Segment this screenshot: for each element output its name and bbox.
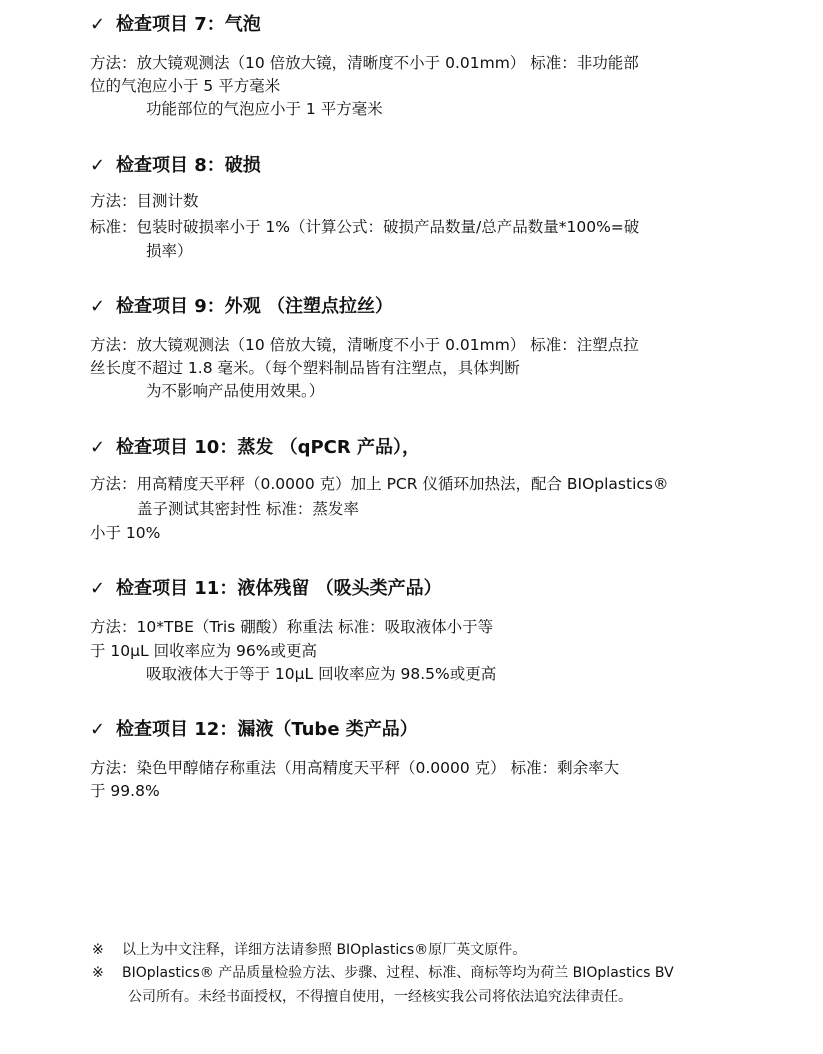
section-8-title: 检查项目 8：破损 <box>116 155 261 176</box>
checkmark-icon: ✓ <box>90 578 106 599</box>
footnote-2-text-line-2: 公司所有。未经书面授权，不得擅自使用，一经核实我公司将依法追究法律责任。 <box>128 989 632 1005</box>
section-8-heading <box>90 154 261 178</box>
section-10-line-1: 方法：用高精度天平秤（0.0000 克）加上 PCR 仪循环加热法，配合 BIOplastics® <box>90 475 669 493</box>
section-7-line-3: 功能部位的气泡应小于 1 平方毫米 <box>146 100 383 118</box>
footnote-1-text: 以上为中文注释，详细方法请参照 BIOplastics®原厂英文原件。 <box>122 942 527 958</box>
section-10-title: 检查项目 10：蒸发 （qPCR 产品）， <box>116 437 420 458</box>
section-9-heading <box>90 295 393 319</box>
footnote-2-text-line-1: BIOplastics® 产品质量检验方法、步骤、过程、标准、商标等均为荷兰 BIOplastics BV <box>122 965 674 981</box>
section-9-line-3: 为不影响产品使用效果。） <box>146 382 325 400</box>
section-9-title: 检查项目 9：外观 （注塑点拉丝） <box>116 296 394 317</box>
section-12-line-1: 方法：染色甲醇储存称重法（用高精度天平秤（0.0000 克） 标准：剩余率大 <box>90 759 620 777</box>
checkmark-icon: ✓ <box>90 296 106 317</box>
section-8-line-1: 方法：目测计数 <box>90 192 199 210</box>
section-11-title: 检查项目 11：液体残留 （吸头类产品） <box>116 578 442 599</box>
checkmark-icon: ✓ <box>90 719 106 740</box>
footnote-1-mark: ※ <box>92 942 104 958</box>
section-11-line-3: 吸取液体大于等于 10µL 回收率应为 98.5%或更高 <box>146 665 497 683</box>
checkmark-icon: ✓ <box>90 14 106 35</box>
section-12-title: 检查项目 12：漏液（Tube 类产品） <box>116 719 418 740</box>
section-7-line-1: 方法：放大镜观测法（10 倍放大镜，清晰度不小于 0.01mm） 标准：非功能部 <box>90 54 639 72</box>
section-7-heading <box>90 13 261 37</box>
section-11-line-2: 于 10µL 回收率应为 96%或更高 <box>90 642 317 660</box>
section-10-line-2: 盖子测试其密封性 标准：蒸发率 <box>137 500 359 518</box>
footnote-2-mark: ※ <box>92 965 104 981</box>
section-9-line-1: 方法：放大镜观测法（10 倍放大镜，清晰度不小于 0.01mm） 标准：注塑点拉 <box>90 336 639 354</box>
section-7-line-2: 位的气泡应小于 5 平方毫米 <box>90 77 281 95</box>
section-12-line-2: 于 99.8% <box>90 782 160 800</box>
section-9-line-2: 丝长度不超过 1.8 毫米。（每个塑料制品皆有注塑点，具体判断 <box>90 359 520 377</box>
section-10-heading <box>90 436 420 460</box>
section-7-title: 检查项目 7：气泡 <box>116 14 261 35</box>
section-11-line-1: 方法：10*TBE（Tris 硼酸）称重法 标准：吸取液体小于等 <box>90 618 494 636</box>
checkmark-icon: ✓ <box>90 155 106 176</box>
section-12-heading <box>90 718 418 742</box>
section-8-line-3: 损率） <box>146 242 193 260</box>
section-8-line-2: 标准：包装时破损率小于 1%（计算公式：破损产品数量/总产品数量*100%=破 <box>90 218 640 236</box>
section-10-line-3: 小于 10% <box>90 524 161 542</box>
checkmark-icon: ✓ <box>90 437 106 458</box>
section-11-heading <box>90 577 442 601</box>
